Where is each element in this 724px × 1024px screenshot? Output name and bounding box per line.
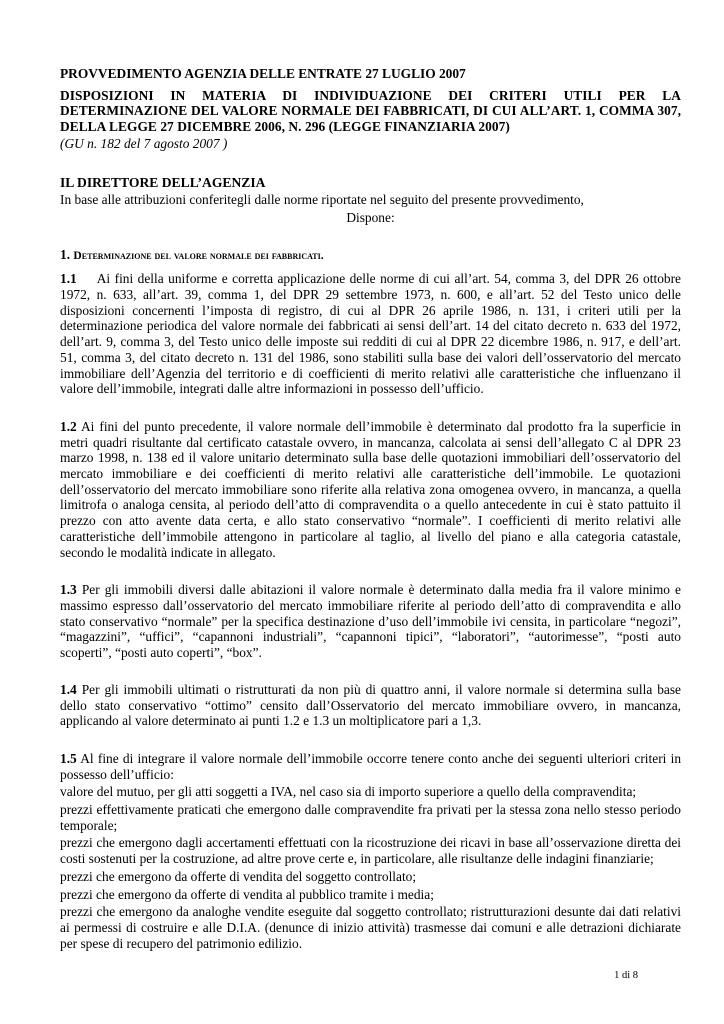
gazette-reference: (GU n. 182 del 7 agosto 2007 ) <box>60 135 228 151</box>
paragraph-number: 1.5 <box>60 750 77 766</box>
paragraph-number: 1.1 <box>60 271 77 287</box>
criteria-list <box>60 784 681 951</box>
section-title: Determinazione del valore normale dei fabbricati. <box>73 248 324 262</box>
preamble-basis: In base alle attribuzioni conferitegli dalle norme riportate nel seguito del presente provvedimento, <box>60 192 584 208</box>
paragraph-1-4 <box>60 682 681 729</box>
document-subtitle: DISPOSIZIONI IN MATERIA DI INDIVIDUAZIONE DEI CRITERI UTILI PER LA DETERMINAZIONE DEL VALORE NORMALE DEI FABBRICATI, DI CUI ALL’ART. 1, COMMA 307, DELLA LEGGE 27 DICEMBRE 2006, N. 296 (LEGGE FINANZIARIA 2007) <box>60 87 681 135</box>
paragraph-number: 1.2 <box>60 418 77 434</box>
paragraph-text: Ai fini del punto precedente, il valore normale dell’immobile è determinato dal prodotto fra la superficie in metri quadri risultante dal certificato catastale ovvero, in mancanza, calcolata ai sensi dell’allegato C al DPR 23 marzo 1998, n. 138 ed il valore unitario determinato sulla base delle quotazioni immobiliari dell’osservatorio del mercato immobiliare e dei coefficienti di merito relativi alle caratteristiche dell’immobile. Le quotazioni dell’osservatorio del mercato immobiliare sono riferite alla relativa zona omogenea ovvero, in mancanza, a quella limitrofa o analoga censita, al periodo dell’atto di compravendita o a quello antecedente in cui è stato pattuito il prezzo con atto avente data certa, e allo stato conservativo “normale”. I coefficienti di merito relativi alle caratteristiche dell’immobile attengono in particolare al taglio, al livello del piano e alla categoria catastale, secondo le modalità indicate in allegato. <box>60 418 681 560</box>
paragraph-1-1 <box>60 271 681 397</box>
criteria-item: prezzi che emergono da offerte di vendita al pubblico tramite i media; <box>60 886 434 902</box>
criteria-item: prezzi che emergono da offerte di vendita del soggetto controllato; <box>60 868 417 884</box>
document-title: PROVVEDIMENTO AGENZIA DELLE ENTRATE 27 LUGLIO 2007 <box>60 66 466 81</box>
paragraph-1-5 <box>60 751 681 782</box>
criteria-item: prezzi effettivamente praticati che emergono dalle compravendite fra privati per la stessa zona nello stesso periodo temporale; <box>60 802 681 833</box>
criteria-item: prezzi che emergono da analoghe vendite eseguite dal soggetto controllato; ristrutturazioni desunte dai dati relativi ai permessi di costruire e alle D.I.A. (denunce di inizio attività) trasmesse dai comuni e alle detrazioni dichiarate per spese di recupero del patrimonio edilizio. <box>60 904 681 951</box>
section-number: 1. <box>60 246 71 262</box>
section-heading <box>60 247 681 264</box>
paragraph-number: 1.3 <box>60 582 77 598</box>
paragraph-text: Ai fini della uniforme e corretta applicazione delle norme di cui all’art. 54, comma 3, del DPR 26 ottobre 1972, n. 633, all’art. 39, comma 1, del DPR 29 settembre 1973, n. 600, e all’art. 52 del Testo unico delle disposizioni concernenti l’imposta di registro, di cui al DPR 26 aprile 1986, n. 131, i criteri utili per la determinazione periodica del valore normale dei fabbricati ai sensi dell’art. 14 del citato decreto n. 633 del 1972, dell’art. 9, comma 3, del Testo unico delle imposte sui redditi di cui al DPR 22 dicembre 1986, n. 917, e dell’art. 51, comma 3, del citato decreto n. 131 del 1986, sono stabiliti sulla base dei valori dell’osservatorio del mercato immobiliare dell’Agenzia del territorio e di coefficienti di merito relativi alle caratteristiche che influenzano il valore dell’immobile, integrati dalle altre informazioni in possesso dell’ufficio. <box>60 271 681 397</box>
dispone-label: Dispone: <box>346 209 395 225</box>
paragraph-text: Al fine di integrare il valore normale dell’immobile occorre tenere conto anche dei seguenti ulteriori criteri in possesso dell’ufficio: <box>60 750 682 782</box>
criteria-item: prezzi che emergono dagli accertamenti effettuati con la ricostruzione dei ricavi in base all’osservazione diretta dei costi sostenuti per la costruzione, ad altre prove certe e, in particolare, alle risultanze delle indagini finanziarie; <box>60 835 681 867</box>
page-number: 1 di 8 <box>614 970 638 981</box>
paragraph-text: Per gli immobili ultimati o ristrutturati da non più di quattro anni, il valore normale si determina sulla base dello stato conservativo “ottimo” censito dall’Osservatorio del mercato immobiliare ovvero, in mancanza, applicando al valore determinato ai punti 1.2 e 1.3 un moltiplicatore pari a 1,3. <box>60 681 681 729</box>
director-heading: IL DIRETTORE DELL’AGENZIA <box>60 174 266 190</box>
paragraph-text: Per gli immobili diversi dalle abitazioni il valore normale è determinato dalla media fra il valore minimo e massimo espresso dall’osservatorio del mercato immobiliare riferite al periodo dell’atto di compravendita e allo stato conservativo “normale” per la specifica destinazione d’uso dell’immobile ivi censita, in particolare “negozi”, “magazzini”, “uffici”, “capannoni industriali”, “capannoni tipici”, “laboratori”, “autorimesse”, “posti auto scoperti”, “posti auto coperti”, “box”. <box>60 582 681 661</box>
criteria-item: valore del mutuo, per gli atti soggetti a IVA, nel caso sia di importo superiore a quello della compravendita; <box>60 784 637 800</box>
document-page <box>60 66 681 951</box>
paragraph-1-3 <box>60 582 681 661</box>
paragraph-number: 1.4 <box>60 681 77 697</box>
paragraph-1-2 <box>60 419 681 560</box>
